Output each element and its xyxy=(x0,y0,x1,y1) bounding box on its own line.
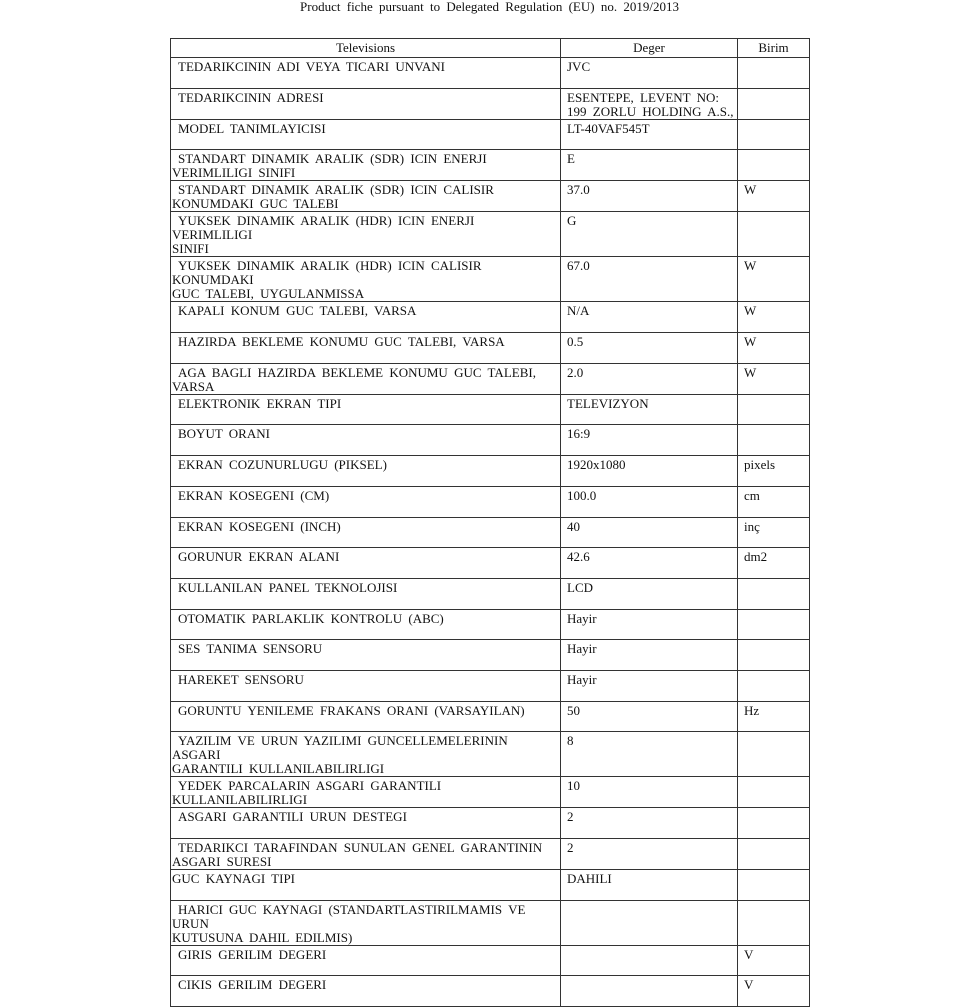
page-title: Product fiche pursuant to Delegated Regulation (EU) no. 2019/2013 xyxy=(300,0,679,14)
row-unit: W xyxy=(738,333,810,364)
row-label: ASGARI GARANTILI URUN DESTEGI xyxy=(171,808,561,839)
row-label: YUKSEK DINAMIK ARALIK (HDR) ICIN ENERJI VERIMLILIGI SINIFI xyxy=(171,212,561,257)
row-value: 0.5 xyxy=(561,333,738,364)
row-value: 40 xyxy=(561,517,738,548)
row-label: EKRAN KOSEGENI (INCH) xyxy=(171,517,561,548)
row-unit: Hz xyxy=(738,701,810,732)
row-value: N/A xyxy=(561,302,738,333)
row-unit xyxy=(738,394,810,425)
row-unit: V xyxy=(738,976,810,1007)
row-unit xyxy=(738,670,810,701)
row-label: MODEL TANIMLAYICISI xyxy=(171,119,561,150)
table-row xyxy=(171,486,810,517)
row-unit: W xyxy=(738,257,810,302)
row-label: KULLANILAN PANEL TEKNOLOJISI xyxy=(171,578,561,609)
row-unit xyxy=(738,578,810,609)
column-header-deger: Deger xyxy=(561,39,738,58)
row-unit: pixels xyxy=(738,456,810,487)
row-unit xyxy=(738,870,810,901)
row-label: SES TANIMA SENSORU xyxy=(171,640,561,671)
table-row xyxy=(171,777,810,808)
row-value xyxy=(561,900,738,945)
table-header-row xyxy=(171,39,810,58)
column-header-televisions: Televisions xyxy=(171,39,561,58)
table-row xyxy=(171,517,810,548)
row-label: GIRIS GERILIM DEGERI xyxy=(171,945,561,976)
table-row xyxy=(171,732,810,777)
table-row xyxy=(171,578,810,609)
row-value: 67.0 xyxy=(561,257,738,302)
row-value: LCD xyxy=(561,578,738,609)
table-row xyxy=(171,119,810,150)
row-value: ESENTEPE, LEVENT NO: 199 ZORLU HOLDING A.S., xyxy=(561,88,738,119)
row-value: DAHILI xyxy=(561,870,738,901)
row-unit: W xyxy=(738,363,810,394)
row-label: HARICI GUC KAYNAGI (STANDARTLASTIRILMAMIS VE URUN KUTUSUNA DAHIL EDILMIS) xyxy=(171,900,561,945)
row-unit xyxy=(738,119,810,150)
row-unit: W xyxy=(738,302,810,333)
row-unit xyxy=(738,150,810,181)
table-row xyxy=(171,181,810,212)
row-label: GORUNTU YENILEME FRAKANS ORANI (VARSAYILAN) xyxy=(171,701,561,732)
row-value xyxy=(561,945,738,976)
row-unit xyxy=(738,212,810,257)
table-row xyxy=(171,976,810,1007)
table-row xyxy=(171,548,810,579)
row-value: Hayir xyxy=(561,640,738,671)
row-unit: W xyxy=(738,181,810,212)
row-value: 1920x1080 xyxy=(561,456,738,487)
table-row xyxy=(171,425,810,456)
row-value: LT-40VAF545T xyxy=(561,119,738,150)
row-value: 2 xyxy=(561,839,738,870)
row-value xyxy=(561,976,738,1007)
table-row xyxy=(171,88,810,119)
row-value: 2.0 xyxy=(561,363,738,394)
table-row xyxy=(171,609,810,640)
row-value: JVC xyxy=(561,58,738,89)
product-fiche-table xyxy=(170,38,810,1007)
row-unit xyxy=(738,425,810,456)
table-row xyxy=(171,640,810,671)
row-label: OTOMATIK PARLAKLIK KONTROLU (ABC) xyxy=(171,609,561,640)
row-value: 16:9 xyxy=(561,425,738,456)
table-row xyxy=(171,701,810,732)
row-unit xyxy=(738,732,810,777)
row-label: CIKIS GERILIM DEGERI xyxy=(171,976,561,1007)
row-value: Hayir xyxy=(561,670,738,701)
row-value: 100.0 xyxy=(561,486,738,517)
row-label: EKRAN COZUNURLUGU (PIKSEL) xyxy=(171,456,561,487)
table-row xyxy=(171,333,810,364)
table-row xyxy=(171,456,810,487)
row-label: YUKSEK DINAMIK ARALIK (HDR) ICIN CALISIR KONUMDAKI GUC TALEBI, UYGULANMISSA xyxy=(171,257,561,302)
row-value: 42.6 xyxy=(561,548,738,579)
row-label: STANDART DINAMIK ARALIK (SDR) ICIN ENERJI VERIMLILIGI SINIFI xyxy=(171,150,561,181)
row-unit xyxy=(738,88,810,119)
table-row xyxy=(171,212,810,257)
row-label: TEDARIKCININ ADRESI xyxy=(171,88,561,119)
column-header-birim: Birim xyxy=(738,39,810,58)
row-value: G xyxy=(561,212,738,257)
row-label: GORUNUR EKRAN ALANI xyxy=(171,548,561,579)
row-unit xyxy=(738,58,810,89)
row-label: STANDART DINAMIK ARALIK (SDR) ICIN CALISIR KONUMDAKI GUC TALEBI xyxy=(171,181,561,212)
row-label: EKRAN KOSEGENI (CM) xyxy=(171,486,561,517)
row-label: YAZILIM VE URUN YAZILIMI GUNCELLEMELERININ ASGARI GARANTILI KULLANILABILIRLIGI xyxy=(171,732,561,777)
row-value: 37.0 xyxy=(561,181,738,212)
table-row xyxy=(171,150,810,181)
row-label: AGA BAGLI HAZIRDA BEKLEME KONUMU GUC TALEBI, VARSA xyxy=(171,363,561,394)
row-unit xyxy=(738,900,810,945)
row-unit xyxy=(738,609,810,640)
row-label: BOYUT ORANI xyxy=(171,425,561,456)
row-value: Hayir xyxy=(561,609,738,640)
row-label: YEDEK PARCALARIN ASGARI GARANTILI KULLANILABILIRLIGI xyxy=(171,777,561,808)
row-value: 50 xyxy=(561,701,738,732)
table-row xyxy=(171,257,810,302)
table-row xyxy=(171,363,810,394)
row-value: 2 xyxy=(561,808,738,839)
row-unit: cm xyxy=(738,486,810,517)
table-row xyxy=(171,58,810,89)
row-unit: V xyxy=(738,945,810,976)
row-label: HAZIRDA BEKLEME KONUMU GUC TALEBI, VARSA xyxy=(171,333,561,364)
row-unit xyxy=(738,640,810,671)
table-row xyxy=(171,302,810,333)
row-unit xyxy=(738,777,810,808)
table-row xyxy=(171,670,810,701)
row-label: KAPALI KONUM GUC TALEBI, VARSA xyxy=(171,302,561,333)
row-unit xyxy=(738,808,810,839)
row-value: TELEVIZYON xyxy=(561,394,738,425)
row-value: 10 xyxy=(561,777,738,808)
table-row xyxy=(171,945,810,976)
row-value: E xyxy=(561,150,738,181)
row-value: 8 xyxy=(561,732,738,777)
row-unit: inç xyxy=(738,517,810,548)
table-row xyxy=(171,870,810,901)
row-label: TEDARIKCI TARAFINDAN SUNULAN GENEL GARANTININ ASGARI SURESI xyxy=(171,839,561,870)
table-row xyxy=(171,839,810,870)
row-label: HAREKET SENSORU xyxy=(171,670,561,701)
row-unit xyxy=(738,839,810,870)
table-row xyxy=(171,900,810,945)
table-row xyxy=(171,394,810,425)
row-label: ELEKTRONIK EKRAN TIPI xyxy=(171,394,561,425)
table-row xyxy=(171,808,810,839)
row-label: TEDARIKCININ ADI VEYA TICARI UNVANI xyxy=(171,58,561,89)
row-unit: dm2 xyxy=(738,548,810,579)
row-label: GUC KAYNAGI TIPI xyxy=(171,870,561,901)
